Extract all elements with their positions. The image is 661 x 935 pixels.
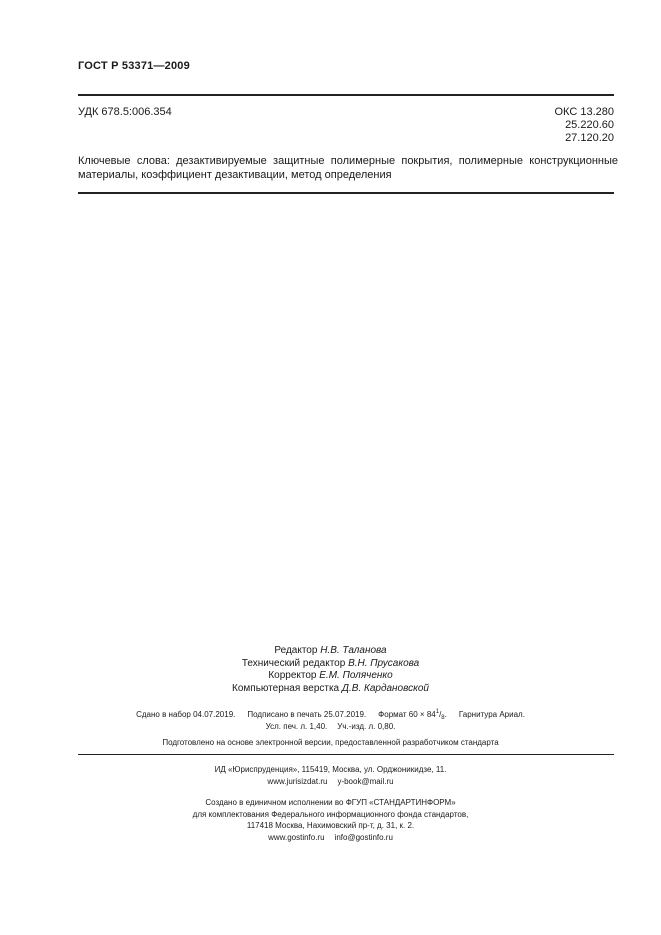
- publisher-block: [0, 764, 661, 787]
- publisher-email-link[interactable]: y-book@mail.ru: [337, 776, 394, 786]
- oks-codes: [555, 106, 615, 145]
- corrector-role: Корректор: [268, 670, 317, 682]
- tech-editor-role: Технический редактор: [241, 657, 346, 669]
- format-sup: 1: [435, 709, 440, 715]
- producer-line-2: для комплектования Федерального информационного фонда стандартов,: [192, 809, 469, 819]
- editor-role: Редактор: [274, 645, 318, 656]
- publisher-rule: [78, 754, 614, 755]
- signed-date: Подписано в печать 25.07.2019.: [247, 710, 367, 719]
- keywords-rule: [78, 192, 614, 194]
- tech-editor-name: В.Н. Прусакова: [348, 657, 420, 669]
- publisher-website-link[interactable]: www.jurisizdat.ru: [267, 776, 328, 786]
- producer-email-link[interactable]: info@gostinfo.ru: [334, 832, 393, 842]
- typeface: Гарнитура Ариал.: [458, 710, 525, 719]
- sheets-line: [0, 722, 661, 731]
- format-prefix: Формат 60 × 84: [378, 710, 436, 719]
- editor-name: Н.В. Таланова: [320, 645, 387, 656]
- submitted-date: Сдано в набор 04.07.2019.: [136, 710, 236, 719]
- paper-format: [378, 709, 447, 721]
- credits-block: [0, 645, 661, 695]
- producer-website-link[interactable]: www.gostinfo.ru: [268, 832, 325, 842]
- top-rule: [78, 94, 614, 96]
- format-slash: /: [439, 710, 442, 719]
- keywords-paragraph: Ключевые слова: дезактивируемые защитные полимерные покрытия, полимерные конструкционные материалы, коэффициент дезактивации, метод определения: [78, 155, 618, 181]
- producer-line-3: 117418 Москва, Нахимовский пр-т, д. 31, к. 2.: [246, 821, 415, 830]
- publisher-contacts: [0, 776, 661, 788]
- producer-line-1: Создано в единичном исполнении во ФГУП «СТАНДАРТИНФОРМ»: [205, 798, 456, 807]
- udk-code: УДК 678.5:006.354: [78, 106, 172, 118]
- producer-block: [0, 797, 661, 843]
- credit-layout: [0, 683, 661, 696]
- credit-tech-editor: [0, 658, 661, 671]
- credit-editor: [0, 645, 661, 658]
- oks-line-1: ОКС 13.280: [554, 106, 614, 118]
- publisher-sheets: Уч.-изд. л. 0,80.: [337, 722, 396, 731]
- layout-role: Компьютерная верстка: [232, 682, 340, 694]
- oks-line-3: 27.120.20: [565, 132, 614, 144]
- format-sub: 8: [441, 715, 445, 721]
- format-suffix: .: [444, 710, 447, 719]
- prepared-note: Подготовлено на основе электронной версии, предоставленной разработчиком стандарта: [162, 738, 499, 747]
- standard-code: ГОСТ Р 53371—2009: [78, 60, 190, 72]
- oks-line-2: 25.220.60: [565, 119, 614, 131]
- publisher-address: ИД «Юриспруденция», 115419, Москва, ул. Орджоникидзе, 11.: [214, 765, 447, 774]
- producer-contacts: [0, 832, 661, 844]
- print-info-line: [0, 709, 661, 721]
- print-sheets: Усл. печ. л. 1,40.: [265, 722, 328, 731]
- layout-name: Д.В. Кардановской: [341, 682, 429, 694]
- credit-corrector: [0, 670, 661, 683]
- corrector-name: Е.М. Поляченко: [319, 670, 393, 682]
